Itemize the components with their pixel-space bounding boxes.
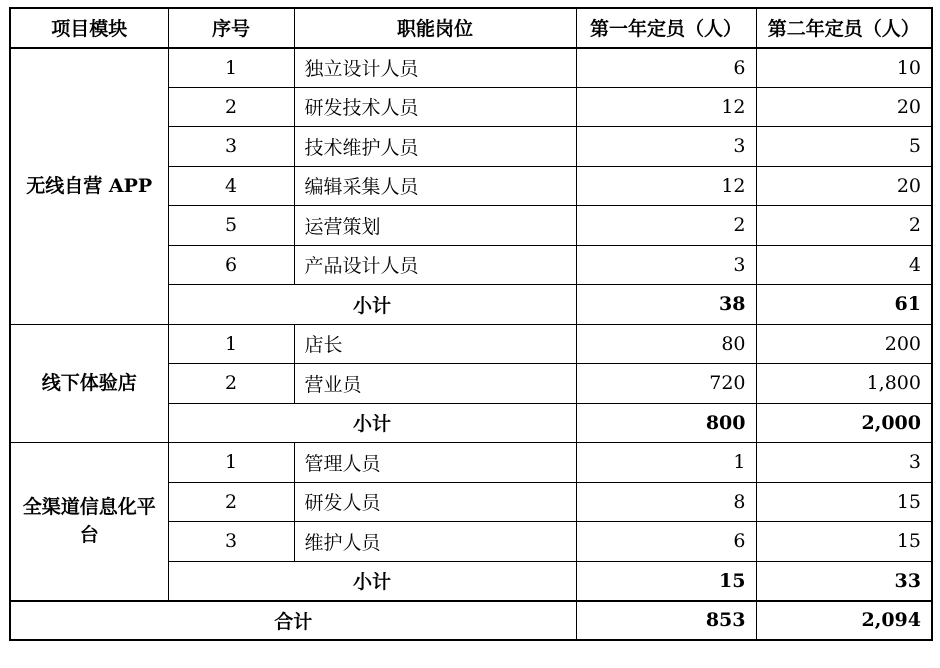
- module-cell: 全渠道信息化平台: [10, 443, 168, 601]
- table-row: [10, 324, 932, 364]
- subtotal-year1: 15: [576, 561, 756, 601]
- year2-cell: 10: [756, 48, 932, 88]
- subtotal-year2: 2,000: [756, 403, 932, 443]
- seq-cell: 2: [168, 87, 294, 127]
- role-cell: 研发技术人员: [294, 87, 576, 127]
- total-year2: 2,094: [756, 601, 932, 641]
- year1-cell: 1: [576, 443, 756, 483]
- role-cell: 产品设计人员: [294, 245, 576, 285]
- year1-cell: 6: [576, 522, 756, 562]
- total-label: 合计: [10, 601, 576, 641]
- year2-cell: 20: [756, 87, 932, 127]
- role-cell: 店长: [294, 324, 576, 364]
- subtotal-year2: 33: [756, 561, 932, 601]
- total-row: [10, 601, 932, 641]
- year1-cell: 2: [576, 206, 756, 246]
- seq-cell: 2: [168, 482, 294, 522]
- year2-cell: 3: [756, 443, 932, 483]
- subtotal-label: 小计: [168, 285, 576, 325]
- staffing-table: [9, 7, 933, 641]
- header-module: 项目模块: [10, 8, 168, 48]
- module-cell: 无线自营 APP: [10, 48, 168, 325]
- year1-cell: 80: [576, 324, 756, 364]
- table-row: [10, 48, 932, 88]
- seq-cell: 3: [168, 127, 294, 167]
- year2-cell: 1,800: [756, 364, 932, 404]
- seq-cell: 5: [168, 206, 294, 246]
- year2-cell: 15: [756, 522, 932, 562]
- header-role: 职能岗位: [294, 8, 576, 48]
- seq-cell: 1: [168, 48, 294, 88]
- header-seq: 序号: [168, 8, 294, 48]
- header-year2: 第二年定员（人）: [756, 8, 932, 48]
- year1-cell: 8: [576, 482, 756, 522]
- role-cell: 管理人员: [294, 443, 576, 483]
- year1-cell: 6: [576, 48, 756, 88]
- table-row: [10, 443, 932, 483]
- role-cell: 营业员: [294, 364, 576, 404]
- subtotal-year2: 61: [756, 285, 932, 325]
- seq-cell: 6: [168, 245, 294, 285]
- seq-cell: 1: [168, 324, 294, 364]
- year1-cell: 12: [576, 87, 756, 127]
- year2-cell: 200: [756, 324, 932, 364]
- seq-cell: 4: [168, 166, 294, 206]
- year2-cell: 20: [756, 166, 932, 206]
- role-cell: 独立设计人员: [294, 48, 576, 88]
- year2-cell: 5: [756, 127, 932, 167]
- module-cell: 线下体验店: [10, 324, 168, 443]
- header-year1: 第一年定员（人）: [576, 8, 756, 48]
- subtotal-label: 小计: [168, 561, 576, 601]
- year1-cell: 12: [576, 166, 756, 206]
- seq-cell: 3: [168, 522, 294, 562]
- year1-cell: 720: [576, 364, 756, 404]
- role-cell: 维护人员: [294, 522, 576, 562]
- subtotal-label: 小计: [168, 403, 576, 443]
- role-cell: 编辑采集人员: [294, 166, 576, 206]
- header-row: [10, 8, 932, 48]
- role-cell: 研发人员: [294, 482, 576, 522]
- year1-cell: 3: [576, 245, 756, 285]
- year2-cell: 2: [756, 206, 932, 246]
- role-cell: 技术维护人员: [294, 127, 576, 167]
- subtotal-year1: 38: [576, 285, 756, 325]
- total-year1: 853: [576, 601, 756, 641]
- year1-cell: 3: [576, 127, 756, 167]
- role-cell: 运营策划: [294, 206, 576, 246]
- seq-cell: 1: [168, 443, 294, 483]
- year2-cell: 4: [756, 245, 932, 285]
- seq-cell: 2: [168, 364, 294, 404]
- year2-cell: 15: [756, 482, 932, 522]
- subtotal-year1: 800: [576, 403, 756, 443]
